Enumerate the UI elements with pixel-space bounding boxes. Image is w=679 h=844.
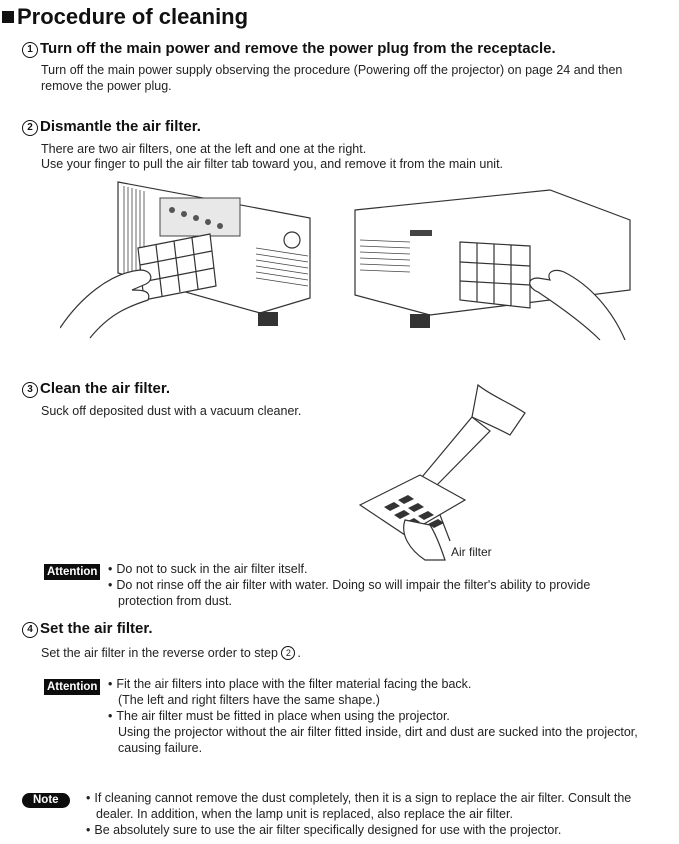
note-item-1: • If cleaning cannot remove the dust completely, then it is a sign to replace the air filter. Consult the [86, 790, 631, 807]
step-2-heading-text: Dismantle the air filter. [40, 118, 201, 135]
step-2-heading [22, 118, 201, 136]
step-4-number: 4 [22, 622, 38, 638]
step-1-line-1: Turn off the main power supply observing the procedure (Powering off the projector) on page 24 and then [41, 63, 623, 77]
step-4-line-end: . [297, 646, 301, 660]
note-item-1-cont: dealer. In addition, when the lamp unit is replaced, also replace the air filter. [96, 807, 513, 821]
step-4-line [41, 645, 301, 662]
step-2-line-1: There are two air filters, one at the left and one at the right. [41, 142, 367, 156]
step-4-heading [22, 620, 153, 638]
attention-1-item-2: • Do not rinse off the air filter with water. Doing so will impair the filter's ability to provide [108, 577, 590, 594]
step-2-number: 2 [22, 120, 38, 136]
step-1-number: 1 [22, 42, 38, 58]
step-4-heading-text: Set the air filter. [40, 620, 153, 637]
step-1-line-2: remove the power plug. [41, 79, 172, 93]
step-4-ref-number: 2 [281, 646, 295, 660]
projector-right-filter-illustration [350, 180, 650, 360]
attention-2-item-2-cont-2: causing failure. [118, 741, 203, 755]
attention-badge-2: Attention [44, 679, 100, 695]
vacuum-cleaning-illustration [350, 375, 540, 565]
step-3-heading-text: Clean the air filter. [40, 380, 171, 397]
projector-left-filter-illustration [60, 178, 320, 358]
air-filter-figure-label: Air filter [451, 545, 492, 559]
attention-badge-1: Attention [44, 564, 100, 580]
attention-2-item-1: • Fit the air filters into place with the filter material facing the back. [108, 676, 471, 693]
step-2-line-2: Use your finger to pull the air filter tab toward you, and remove it from the main unit. [41, 157, 504, 171]
page-title-text: Procedure of cleaning [17, 4, 249, 29]
step-3-number: 3 [22, 382, 38, 398]
step-4-line-text: Set the air filter in the reverse order to step [41, 646, 278, 660]
attention-2-item-2-cont-1: Using the projector without the air filter fitted inside, dirt and dust are sucked into the projector, [118, 725, 638, 739]
step-3-line-1: Suck off deposited dust with a vacuum cleaner. [41, 404, 302, 418]
page-title [2, 4, 248, 30]
attention-1-item-2-cont: protection from dust. [118, 594, 232, 608]
note-item-2: • Be absolutely sure to use the air filter specifically designed for use with the projector. [86, 822, 561, 839]
step-3-heading [22, 380, 170, 398]
note-badge: Note [22, 793, 70, 808]
step-1-heading-text: Turn off the main power and remove the power plug from the receptacle. [40, 40, 556, 57]
square-bullet-icon [2, 11, 14, 23]
attention-2-item-1-cont: (The left and right filters have the same shape.) [118, 693, 380, 707]
step-1-heading [22, 40, 556, 58]
attention-2-item-2: • The air filter must be fitted in place when using the projector. [108, 708, 450, 725]
attention-1-item-1: • Do not to suck in the air filter itself. [108, 561, 307, 578]
